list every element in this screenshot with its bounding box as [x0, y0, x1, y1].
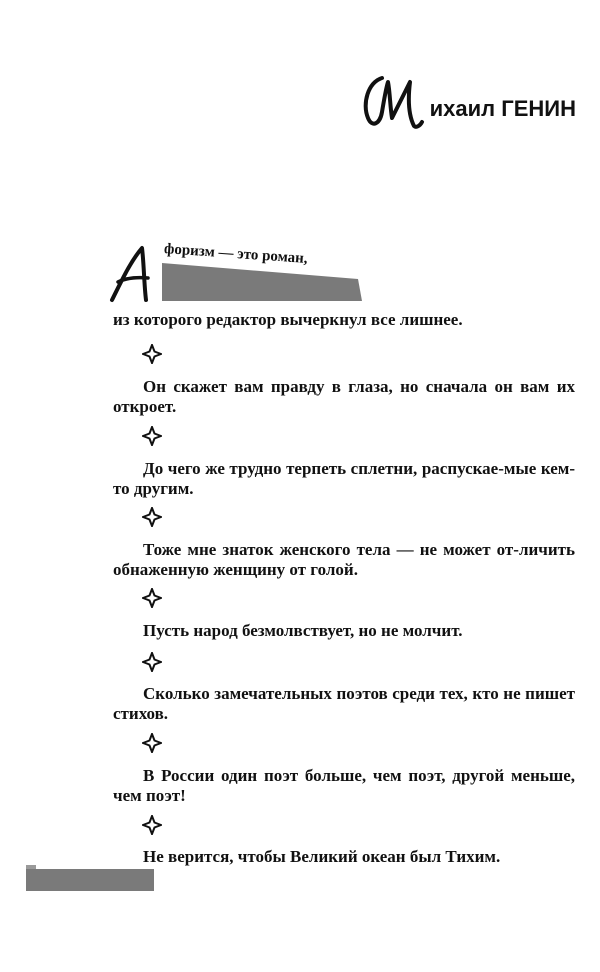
four-point-star-icon [142, 652, 162, 672]
epigraph-heading [106, 238, 366, 310]
four-point-star-icon [142, 344, 162, 364]
author-header [358, 70, 576, 132]
gray-bar-shape [26, 865, 154, 893]
gray-wedge-shape [162, 263, 362, 301]
aphorism-3: Тоже мне знаток женского тела — не может от-личить обнаженную женщину от голой. [113, 540, 575, 579]
aphorism-5: Сколько замечательных поэтов среди тех, кто не пишет стихов. [113, 684, 575, 723]
aphorism-4: Пусть народ безмолвствует, но не молчит. [143, 621, 463, 640]
aphorism-7: Не верится, чтобы Великий океан был Тихим. [143, 847, 501, 866]
four-point-star-icon [142, 588, 162, 608]
four-point-star-icon [142, 815, 162, 835]
decorative-initial-a [106, 244, 156, 304]
epigraph-continuation: из которого редактор вычеркнул все лишнее. [113, 310, 463, 329]
script-m-logo [358, 70, 426, 132]
author-name: ихаил ГЕНИН [429, 96, 576, 121]
four-point-star-icon [142, 733, 162, 753]
aphorism-2: До чего же трудно терпеть сплетни, распускае-мые кем-то другим. [113, 459, 575, 498]
epigraph-first-line: форизм — это роман, [163, 241, 309, 268]
four-point-star-icon [142, 507, 162, 527]
aphorism-1: Он скажет вам правду в глаза, но сначала он вам их откроет. [113, 377, 575, 416]
four-point-star-icon [142, 426, 162, 446]
aphorism-6: В России один поэт больше, чем поэт, другой меньше, чем поэт! [113, 766, 575, 805]
